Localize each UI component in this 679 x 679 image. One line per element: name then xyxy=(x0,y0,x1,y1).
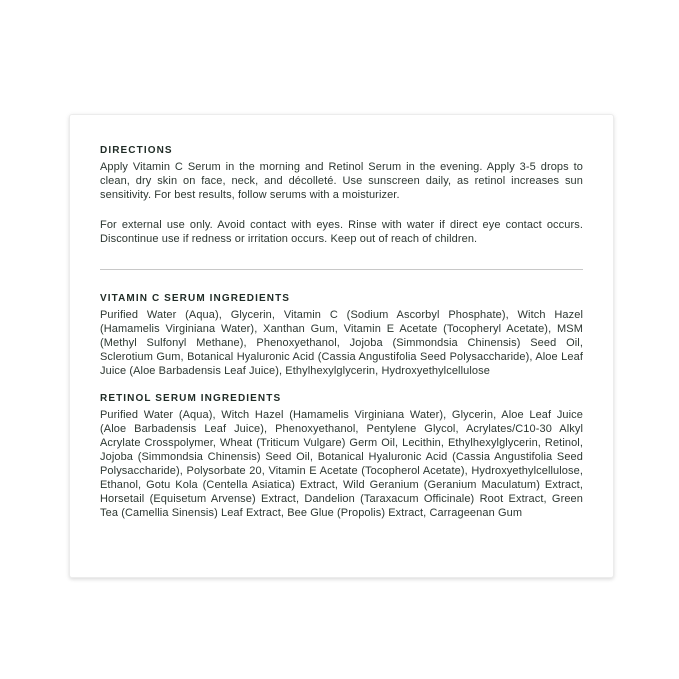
vitamin-c-ingredients-text: Purified Water (Aqua), Glycerin, Vitamin C (Sodium Ascorbyl Phosphate), Witch Hazel (Hamamelis Virginiana Water), Xanthan Gum, Vitamin E Acetate (Tocopheryl Acetate), MSM (Methyl Sulfonyl Methane), Phenoxyethanol, Jojoba (Simmondsia Chinensis) Seed Oil, Sclerotium Gum, Botanical Hyaluronic Acid (Cassia Angustifolia Seed Polysaccharide), Aloe Leaf Juice (Aloe Barbadensis Leaf Juice), Ethylhexylglycerin, Hydroxyethylcellulose xyxy=(100,309,583,377)
retinol-ingredients-text: Purified Water (Aqua), Witch Hazel (Hamamelis Virginiana Water), Glycerin, Aloe Leaf Juice (Aloe Barbadensis Leaf Juice), Phenoxyethanol, Pentylene Glycol, Acrylates/C10-30 Alkyl Acrylate Crosspolymer, Wheat (Triticum Vulgare) Germ Oil, Lecithin, Ethylhexylglycerin, Retinol, Jojoba (Simmondsia Chinensis) Seed Oil, Botanical Hyaluronic Acid (Cassia Angustifolia Seed Polysaccharide), Polysorbate 20, Vitamin E Acetate (Tocopherol Acetate), Hydroxyethylcellulose, Ethanol, Gotu Kola (Centella Asiatica) Extract, Wild Geranium (Geranium Maculatum) Extract, Horsetail (Equisetum Arvense) Extract, Dandelion (Taraxacum Officinale) Root Extract, Green Tea (Camellia Sinensis) Leaf Extract, Bee Glue (Propolis) Extract, Carrageenan Gum xyxy=(100,409,583,519)
product-label-card xyxy=(69,114,614,578)
retinol-ingredients-section xyxy=(100,392,583,520)
vitamin-c-ingredients-section xyxy=(100,292,583,378)
vitamin-c-ingredients-heading: VITAMIN C SERUM INGREDIENTS xyxy=(100,293,291,304)
retinol-ingredients-heading: RETINOL SERUM INGREDIENTS xyxy=(100,393,282,404)
directions-paragraph-warning: For external use only. Avoid contact with eyes. Rinse with water if direct eye contact occurs. Discontinue use if redness or irritation occurs. Keep out of reach of children. xyxy=(100,219,583,245)
directions-section xyxy=(100,144,583,246)
section-divider xyxy=(100,269,583,270)
directions-heading: DIRECTIONS xyxy=(100,145,173,156)
directions-paragraph-usage: Apply Vitamin C Serum in the morning and Retinol Serum in the evening. Apply 3-5 drops to clean, dry skin on face, neck, and décolleté. Use sunscreen daily, as retinol increases sun sensitivity. For best results, follow serums with a moisturizer. xyxy=(100,161,583,201)
